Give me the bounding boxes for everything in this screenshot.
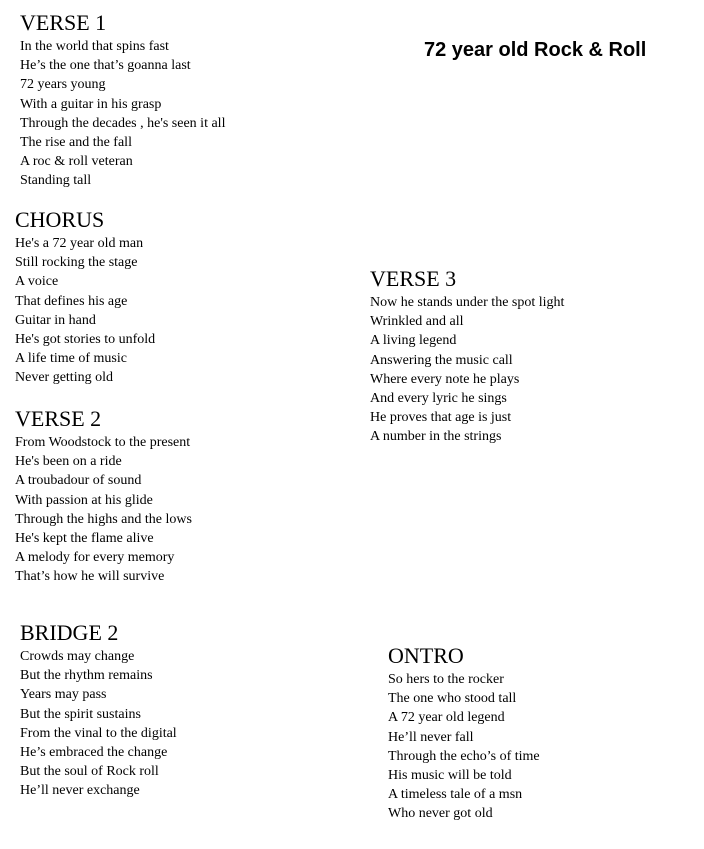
lyric-line: Standing tall: [20, 173, 92, 189]
lyric-line: From Woodstock to the present: [15, 435, 191, 450]
lyric-line: He’ll never fall: [388, 729, 474, 745]
ontro-heading: ONTRO: [388, 643, 464, 668]
lyric-line: A 72 year old legend: [388, 710, 505, 726]
chorus-heading: CHORUS: [15, 207, 105, 232]
lyric-line: With passion at his glide: [15, 492, 153, 508]
lyric-line: But the soul of Rock roll: [20, 764, 159, 780]
lyric-line: From the vinal to the digital: [20, 725, 177, 741]
lyric-line: The rise and the fall: [20, 135, 132, 151]
bridge-2-section: [20, 621, 177, 801]
lyric-line: He's been on a ride: [15, 454, 122, 470]
verse-2-heading: VERSE 2: [15, 406, 102, 431]
ontro-section: [388, 644, 540, 824]
chorus-section: [15, 208, 155, 388]
lyric-line: He's kept the flame alive: [15, 531, 154, 547]
lyric-line: Now he stands under the spot light: [370, 295, 565, 310]
lyric-line: But the rhythm remains: [20, 668, 153, 684]
lyric-line: Still rocking the stage: [15, 255, 138, 271]
lyric-line: That defines his age: [15, 293, 128, 309]
lyric-line: He's a 72 year old man: [15, 236, 144, 251]
lyric-line: So hers to the rocker: [388, 672, 504, 687]
lyric-line: In the world that spins fast: [20, 39, 169, 54]
verse-3-heading: VERSE 3: [370, 266, 457, 291]
lyric-line: Crowds may change: [20, 649, 135, 664]
verse-1-section: [20, 11, 225, 191]
lyric-line: His music will be told: [388, 768, 512, 784]
lyric-line: A voice: [15, 274, 59, 290]
lyric-line: He’s embraced the change: [20, 745, 168, 761]
lyric-line: Wrinkled and all: [370, 314, 464, 330]
lyric-line: Who never got old: [388, 806, 493, 822]
lyric-line: Through the decades , he's seen it all: [20, 115, 226, 131]
verse-1-heading: VERSE 1: [20, 10, 107, 35]
verse-3-section: [370, 267, 564, 447]
page-title: 72 year old Rock & Roll: [424, 39, 647, 61]
lyric-line: Through the highs and the lows: [15, 511, 192, 527]
lyric-line: A life time of music: [15, 351, 127, 367]
lyric-line: But the spirit sustains: [20, 706, 141, 722]
lyric-line: Guitar in hand: [15, 312, 96, 328]
lyric-line: With a guitar in his grasp: [20, 96, 162, 112]
lyric-line: 72 years young: [20, 77, 106, 93]
lyric-line: Through the echo’s of time: [388, 748, 540, 764]
lyric-line: A roc & roll veteran: [20, 154, 133, 170]
lyric-line: He’ll never exchange: [20, 783, 140, 799]
lyric-line: Years may pass: [20, 687, 107, 703]
bridge-2-heading: BRIDGE 2: [20, 620, 119, 645]
lyric-line: A timeless tale of a msn: [388, 787, 523, 803]
lyric-line: The one who stood tall: [388, 691, 517, 707]
lyric-line: A living legend: [370, 333, 457, 349]
lyric-line: He proves that age is just: [370, 410, 512, 426]
lyric-line: He's got stories to unfold: [15, 332, 156, 348]
lyric-line: Where every note he plays: [370, 371, 520, 387]
lyric-line: Never getting old: [15, 370, 113, 386]
lyric-line: A melody for every memory: [15, 550, 175, 566]
lyric-line: He’s the one that’s goanna last: [20, 58, 191, 74]
lyric-line: A number in the strings: [370, 429, 502, 445]
lyric-line: Answering the music call: [370, 352, 513, 368]
verse-2-section: [15, 407, 192, 587]
lyric-line: A troubadour of sound: [15, 473, 142, 489]
lyric-line: And every lyric he sings: [370, 391, 507, 407]
lyric-line: That’s how he will survive: [15, 569, 165, 585]
